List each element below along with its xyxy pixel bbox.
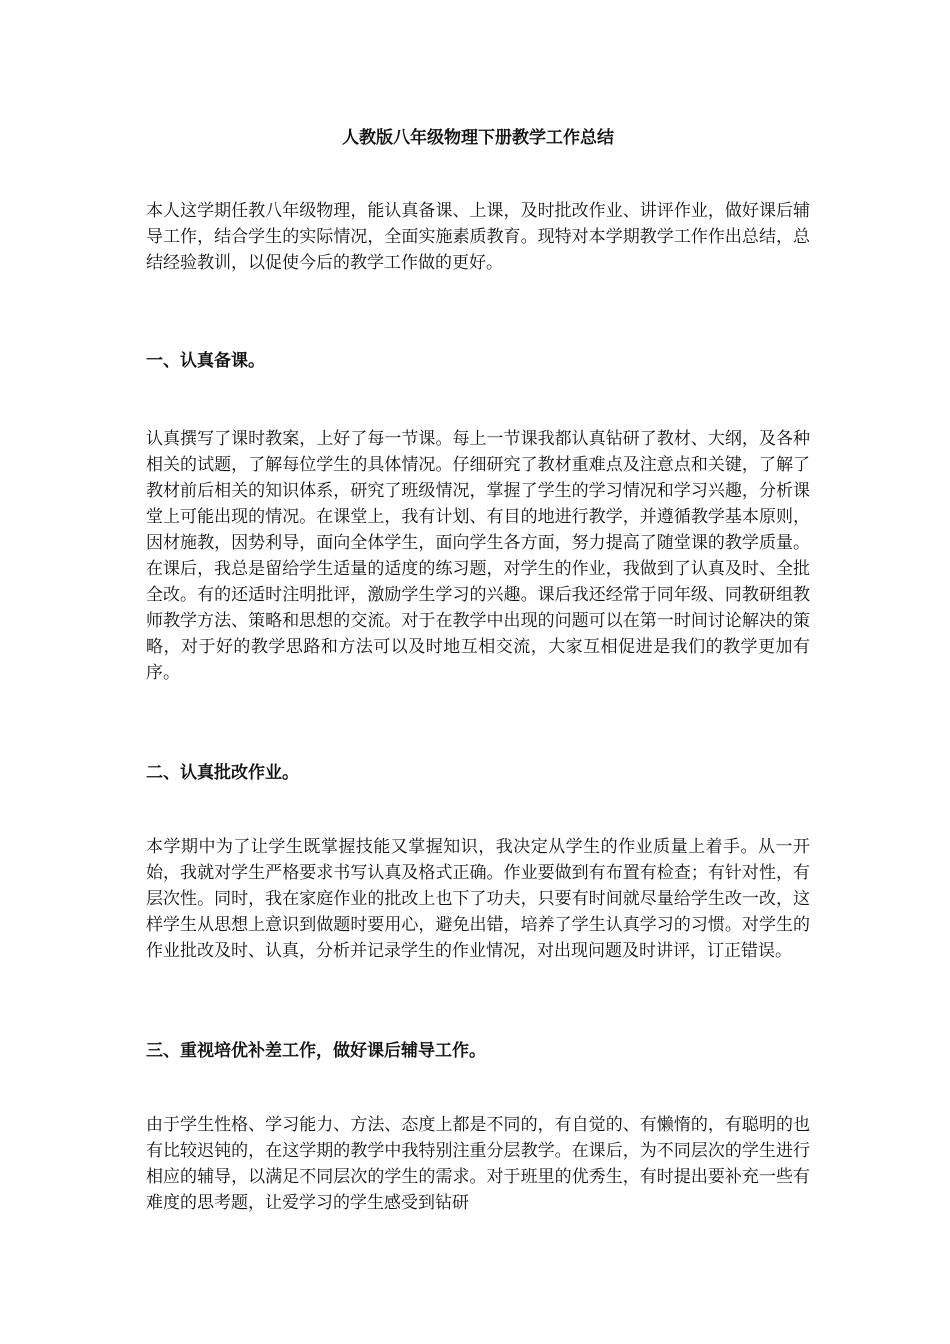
section-body-2: 本学期中为了让学生既掌握技能又掌握知识，我决定从学生的作业质量上着手。从一开始，我就对学生严格要求书写认真及格式正确。作业要做到有布置有检查；有针对性，有层次性。同时，我在家庭作业的批改上也下了功夫，只要有时间就尽量给学生改一改，这样学生从思想上意识到做题时要用心，避免出错，培养了学生认真学习的习惯。对学生的作业批改及时、认真，分析并记录学生的作业情况，对出现问题及时讲评，订正错误。 [146,837,810,961]
document-content [146,124,810,1216]
section-body-3: 由于学生性格、学习能力、方法、态度上都是不同的，有自觉的、有懒惰的，有聪明的也有比较迟钝的，在这学期的教学中我特别注重分层教学。在课后，为不同层次的学生进行相应的辅导，以满足不同层次的学生的需求。对于班里的优秀生，有时提出要补充一些有难度的思考题，让爱学习的学生感受到钻研 [146,1115,810,1213]
document-title: 人教版八年级物理下册教学工作总结 [342,128,614,148]
section-heading-1: 一、认真备课。 [146,351,265,371]
section-body-1: 认真撰写了课时教案，上好了每一节课。每上一节课我都认真钻研了教材、大纲，及各种相关的试题，了解每位学生的具体情况。仔细研究了教材重难点及注意点和关键，了解了教材前后相关的知识体系，研究了班级情况，掌握了学生的学习情况和学习兴趣，分析课堂上可能出现的情况。在课堂上，我有计划、有目的地进行教学，并遵循教学基本原则，因材施教，因势利导，面向全体学生，面向学生各方面，努力提高了随堂课的教学质量。在课后，我总是留给学生适量的适度的练习题，对学生的作业，我做到了认真及时、全批全改。有的还适时注明批评，激励学生学习的兴趣。课后我还经常于同年级、同教研组教师教学方法、策略和思想的交流。对于在教学中出现的问题可以在第一时间讨论解决的策略，对于好的教学思路和方法可以及时地互相交流，大家互相促进是我们的教学更加有序。 [146,429,810,683]
section-heading-2: 二、认真批改作业。 [146,763,299,783]
section-heading-3: 三、重视培优补差工作，做好课后辅导工作。 [146,1041,486,1061]
intro-paragraph: 本人这学期任教八年级物理，能认真备课、上课，及时批改作业、讲评作业，做好课后辅导工作，结合学生的实际情况，全面实施素质教育。现特对本学期教学工作作出总结，总结经验教训，以促使今后的教学工作做的更好。 [146,201,810,273]
